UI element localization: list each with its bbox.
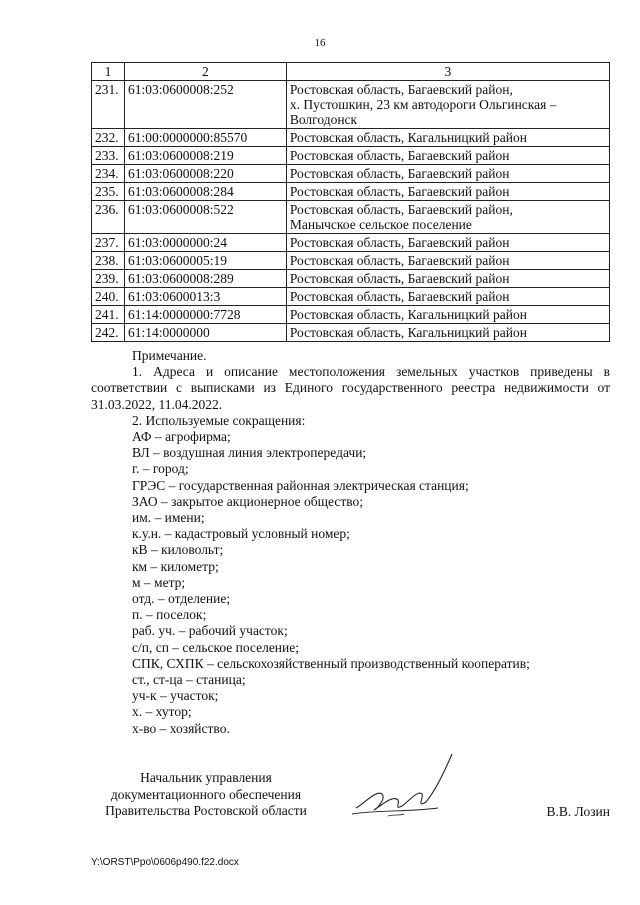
file-path-footer: Y:\ORST\Ppo\0606p490.f22.docx — [91, 857, 239, 868]
address-line: Волгодонск — [289, 112, 358, 127]
abbreviation-item: к.у.н. – кадастровый условный номер; — [132, 526, 350, 542]
plot-address — [286, 183, 609, 201]
address-line: Ростовская область, Багаевский район, — [289, 82, 513, 97]
plot-address — [286, 252, 609, 270]
position-line: документационного обеспечения — [110, 786, 302, 802]
abbreviation-item: АФ – агрофирма; — [132, 429, 231, 445]
abbreviation-item: СПК, СХПК – сельскохозяйственный производственный кооператив; — [132, 655, 530, 671]
table-row — [92, 129, 610, 147]
table-row — [92, 234, 610, 252]
abbreviation-item: с/п, сп – сельское поселение; — [132, 639, 300, 655]
table-row — [92, 252, 610, 270]
column-header-cadastral: 2 — [124, 63, 286, 81]
address-line: Ростовская область, Багаевский район — [289, 184, 510, 199]
cadastral-number: 61:14:0000000 — [124, 324, 286, 342]
abbreviation-item: км – километр; — [132, 558, 219, 574]
cadastral-number: 61:14:0000000:7728 — [124, 306, 286, 324]
notes-item-1: 1. Адреса и описание местоположения земельных участков приведены в соответствии с выписками из Единого государственного реестра недвижимости от 31.03.2022, 11.04.2022. — [91, 364, 610, 412]
row-number: 232. — [92, 129, 125, 147]
abbreviation-item: ст., ст-ца – станица; — [132, 672, 246, 688]
table-row — [92, 165, 610, 183]
plot-address — [286, 288, 609, 306]
address-line: Манычское сельское поселение — [289, 217, 472, 232]
plot-address — [286, 324, 609, 342]
address-line: Ростовская область, Кагальницкий район — [289, 307, 527, 322]
abbreviation-item: ВЛ – воздушная линия электропередачи; — [132, 445, 367, 461]
address-line: Ростовская область, Кагальницкий район — [289, 130, 527, 145]
table-body — [92, 81, 610, 342]
plot-address — [286, 147, 609, 165]
address-line: Ростовская область, Багаевский район — [289, 253, 510, 268]
abbreviation-item: п. – поселок; — [132, 607, 207, 623]
notes-item-2: 2. Используемые сокращения: — [132, 412, 306, 428]
plot-address — [286, 270, 609, 288]
cadastral-number: 61:03:0600008:219 — [124, 147, 286, 165]
address-line: Ростовская область, Багаевский район, — [289, 202, 513, 217]
row-number: 237. — [92, 234, 125, 252]
address-line: Ростовская область, Багаевский район — [289, 289, 510, 304]
abbreviation-item: уч-к – участок; — [132, 688, 219, 704]
table-row — [92, 324, 610, 342]
table-row — [92, 201, 610, 234]
address-line: х. Пустошкин, 23 км автодороги Ольгинская – — [289, 97, 557, 112]
abbreviation-item: х. – хутор; — [132, 704, 192, 720]
abbreviation-list — [91, 429, 610, 737]
handwritten-signature — [348, 750, 458, 830]
plot-address — [286, 129, 609, 147]
abbreviation-item: раб. уч. – рабочий участок; — [132, 623, 288, 639]
address-line: Ростовская область, Кагальницкий район — [289, 325, 527, 340]
row-number: 236. — [92, 201, 125, 234]
land-plots-table — [91, 62, 610, 342]
cadastral-number: 61:03:0600008:220 — [124, 165, 286, 183]
position-line: Начальник управления — [140, 770, 272, 785]
abbreviation-item: г. – город; — [132, 461, 189, 477]
table-row — [92, 270, 610, 288]
row-number: 242. — [92, 324, 125, 342]
row-number: 231. — [92, 81, 125, 129]
cadastral-number: 61:03:0600005:19 — [124, 252, 286, 270]
cadastral-number: 61:03:0000000:24 — [124, 234, 286, 252]
notes-heading: Примечание. — [132, 348, 207, 363]
address-line: Ростовская область, Багаевский район — [289, 271, 510, 286]
table-row — [92, 183, 610, 201]
position-line: Правительства Ростовской области — [105, 803, 307, 818]
abbreviation-item: х-во – хозяйство. — [132, 720, 230, 736]
abbreviation-item: кВ – киловольт; — [132, 542, 224, 558]
column-header-number: 1 — [92, 63, 125, 81]
plot-address — [286, 81, 609, 129]
cadastral-number: 61:00:0000000:85570 — [124, 129, 286, 147]
row-number: 234. — [92, 165, 125, 183]
signature-block — [91, 770, 610, 830]
row-number: 240. — [92, 288, 125, 306]
address-line: Ростовская область, Багаевский район — [289, 166, 510, 181]
plot-address — [286, 234, 609, 252]
table-row — [92, 81, 610, 129]
plot-address — [286, 306, 609, 324]
abbreviation-item: ЗАО – закрытое акционерное общество; — [132, 493, 364, 509]
abbreviation-item: им. – имени; — [132, 510, 205, 526]
table-row — [92, 288, 610, 306]
cadastral-number: 61:03:0600008:522 — [124, 201, 286, 234]
row-number: 241. — [92, 306, 125, 324]
row-number: 238. — [92, 252, 125, 270]
plot-address — [286, 201, 609, 234]
abbreviation-item: отд. – отделение; — [132, 591, 231, 607]
notes-section — [91, 348, 610, 737]
plot-address — [286, 165, 609, 183]
table-row — [92, 147, 610, 165]
cadastral-number: 61:03:0600008:284 — [124, 183, 286, 201]
table-row — [92, 306, 610, 324]
row-number: 233. — [92, 147, 125, 165]
signatory-name: В.В. Лозин — [546, 804, 610, 819]
table-header-row — [92, 63, 610, 81]
row-number: 239. — [92, 270, 125, 288]
signatory-position — [91, 770, 321, 820]
row-number: 235. — [92, 183, 125, 201]
cadastral-number: 61:03:0600008:289 — [124, 270, 286, 288]
cadastral-number: 61:03:0600013:3 — [124, 288, 286, 306]
cadastral-number: 61:03:0600008:252 — [124, 81, 286, 129]
address-line: Ростовская область, Багаевский район — [289, 235, 510, 250]
abbreviation-item: ГРЭС – государственная районная электрическая станция; — [132, 477, 469, 493]
abbreviation-item: м – метр; — [132, 574, 186, 590]
page-number: 16 — [314, 37, 326, 49]
address-line: Ростовская область, Багаевский район — [289, 148, 510, 163]
column-header-address: 3 — [286, 63, 609, 81]
